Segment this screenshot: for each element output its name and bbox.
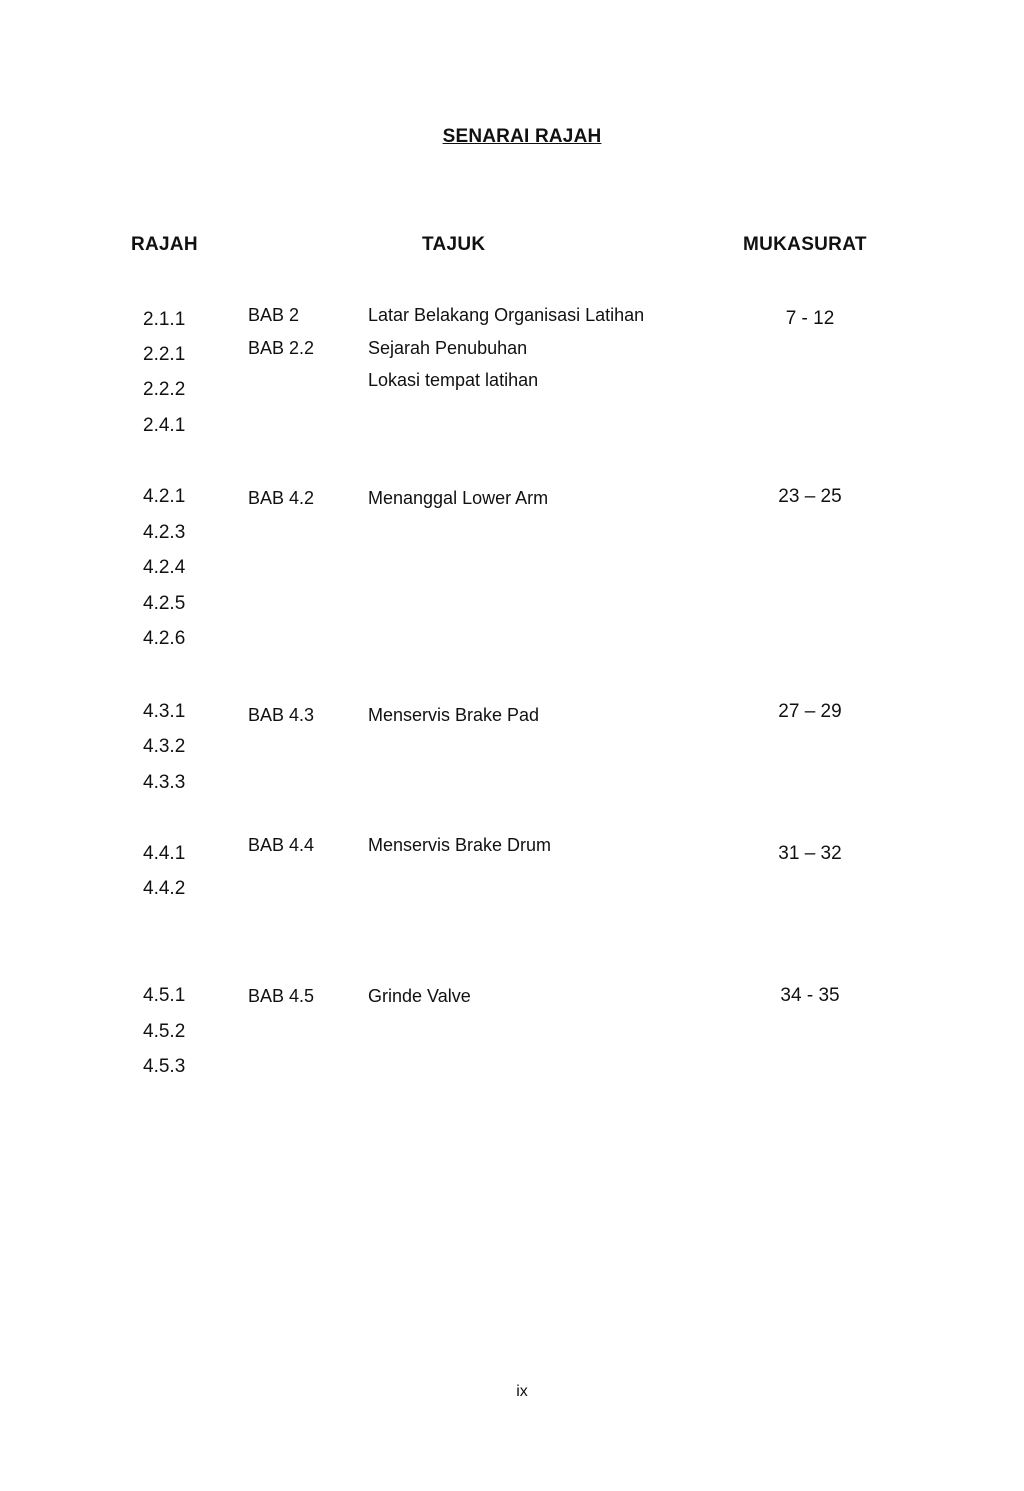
figure-number: 4.2.4 <box>143 557 186 578</box>
figure-number: 4.2.3 <box>143 522 186 543</box>
figure-number: 4.2.1 <box>143 486 186 507</box>
figure-number: 2.4.1 <box>143 415 186 436</box>
figure-title: Menanggal Lower Arm <box>368 488 549 508</box>
figure-title: Sejarah Penubuhan <box>368 338 528 358</box>
figure-title: Lokasi tempat latihan <box>368 370 539 390</box>
figure-number: 4.2.6 <box>143 628 186 649</box>
chapter-label: BAB 4.3 <box>248 705 315 725</box>
chapter-label: BAB 4.2 <box>248 488 315 508</box>
page-number: ix <box>516 1383 528 1400</box>
figure-number: 4.3.1 <box>143 701 186 722</box>
chapter-label: BAB 4.4 <box>248 835 315 855</box>
chapter-label: BAB 4.5 <box>248 986 315 1006</box>
page-title: SENARAI RAJAH <box>442 126 602 147</box>
figure-title: Menservis Brake Pad <box>368 705 540 725</box>
figure-number: 4.5.1 <box>143 985 186 1006</box>
page-range: 7 - 12 <box>785 308 835 329</box>
figure-number: 4.5.2 <box>143 1021 186 1042</box>
column-header-mukasurat: MUKASURAT <box>743 234 867 255</box>
column-header-rajah: RAJAH <box>131 234 198 255</box>
chapter-label: BAB 2.2 <box>248 338 315 358</box>
page-range: 23 – 25 <box>778 486 842 507</box>
figure-number: 4.2.5 <box>143 593 186 614</box>
figure-number: 4.3.3 <box>143 772 186 793</box>
column-header-tajuk: TAJUK <box>422 234 486 255</box>
figure-number: 2.2.1 <box>143 344 186 365</box>
figure-number: 4.4.1 <box>143 843 186 864</box>
page-range: 34 - 35 <box>780 985 840 1006</box>
figure-number: 4.3.2 <box>143 736 186 757</box>
figure-number: 2.2.2 <box>143 379 186 400</box>
page-range: 27 – 29 <box>778 701 842 722</box>
figure-title: Latar Belakang Organisasi Latihan <box>368 305 645 325</box>
figure-number: 4.5.3 <box>143 1056 186 1077</box>
figure-title: Menservis Brake Drum <box>368 835 552 855</box>
chapter-label: BAB 2 <box>248 305 300 325</box>
figure-number: 4.4.2 <box>143 878 186 899</box>
figure-title: Grinde Valve <box>368 986 471 1006</box>
page-range: 31 – 32 <box>778 843 842 864</box>
figure-number: 2.1.1 <box>143 309 186 330</box>
